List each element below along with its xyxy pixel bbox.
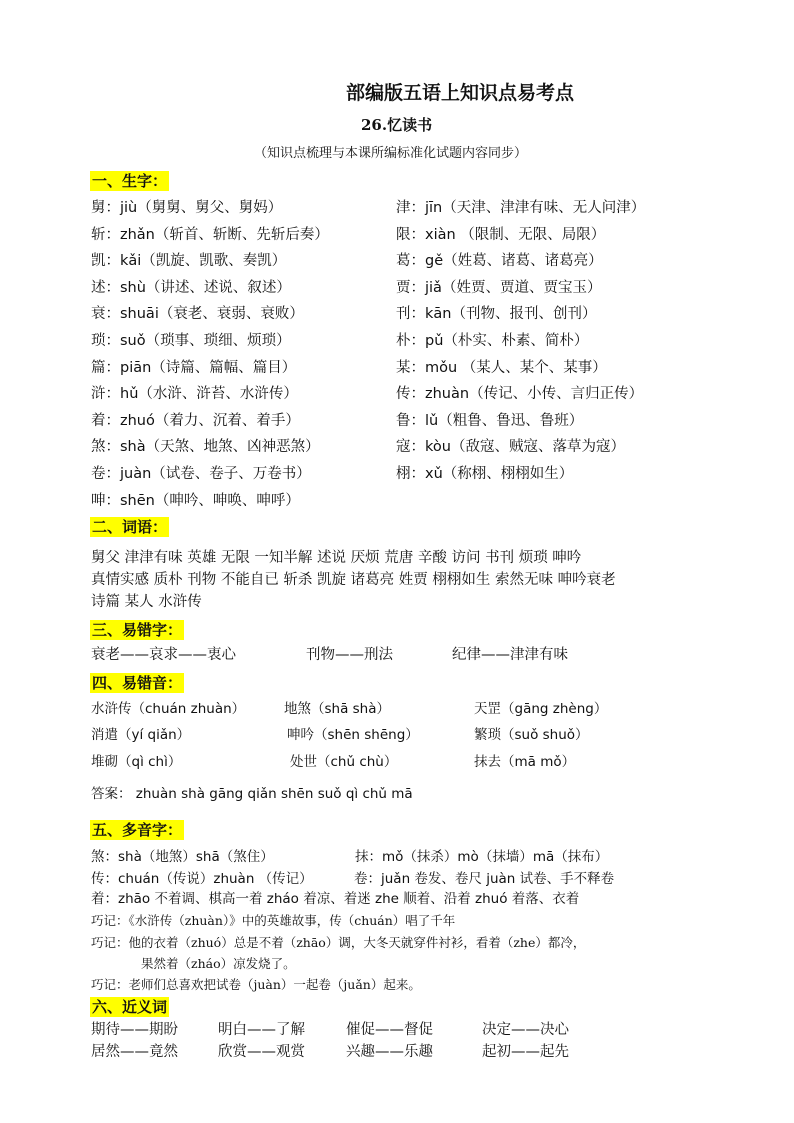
yicuoyin-item: 抹去（mā mǒ）: [474, 754, 576, 770]
mnemonic-tip: 巧记：《水浒传（zhuàn）》中的英雄故事，传（chuán）唱了千年: [91, 913, 456, 928]
shengzi-item: 葛：gě（姓葛、诸葛、诸葛亮）: [396, 253, 603, 270]
section-heading-shengzi: 一、生字：: [92, 172, 168, 190]
section-heading-yicuozi: 三、易错字：: [92, 621, 183, 639]
shengzi-item: 篇：piān（诗篇、篇幅、篇目）: [91, 359, 297, 376]
shengzi-item: 舅：jiù（舅舅、舅父、舅妈）: [91, 200, 283, 216]
ciyu-line: 诗篇 某人 水浒传: [91, 594, 202, 610]
page-note: （知识点梳理与本课所编标准化试题内容同步）: [254, 146, 528, 161]
shengzi-item: 着：zhuó（着力、沉着、着手）: [91, 412, 300, 429]
section-heading-ciyu: 二、词语：: [92, 518, 168, 536]
shengzi-item: 某：mǒu （某人、某个、某事）: [396, 359, 607, 376]
shengzi-item: 传：zhuàn（传记、小传、言归正传）: [396, 386, 644, 403]
yicuoyin-item: 处世（chǔ chù）: [290, 754, 398, 770]
shengzi-item: 呻：shēn（呻吟、呻唤、呻呼）: [91, 492, 300, 509]
shengzi-item: 栩：xǔ（称栩、栩栩如生）: [396, 465, 574, 482]
section-heading-duoyinzi: 五、多音字：: [92, 821, 183, 839]
mnemonic-tip: 巧记：老师们总喜欢把试卷（juàn）一起卷（juǎn）起来。: [91, 977, 421, 992]
shengzi-item: 鲁：lǔ（粗鲁、鲁迅、鲁班）: [396, 412, 584, 429]
jinyici-item: 居然——竟然: [91, 1044, 178, 1060]
jinyici-item: 欣赏——观赏: [218, 1044, 305, 1060]
ciyu-line: 舅父 津津有味 英雄 无限 一知半解 述说 厌烦 荒唐 辛酸 访问 书刊 烦琐 呻吟: [91, 550, 582, 566]
mnemonic-tip: 巧记：他的衣着（zhuó）总是不着（zhāo）调，大冬天就穿件衬衫，看着（zhe）都冷，: [91, 935, 586, 950]
duoyinzi-item: 卷：juǎn 卷发、卷尺 juàn 试卷、手不释卷: [354, 871, 615, 887]
yicuoyin-item: 繁琐（suǒ shuǒ）: [474, 727, 589, 743]
duoyinzi-item: 抹：mǒ（抹杀）mò（抹墙）mā（抹布）: [355, 849, 609, 865]
jinyici-item: 兴趣——乐趣: [346, 1044, 433, 1060]
jinyici-item: 决定——决心: [482, 1022, 569, 1038]
shengzi-item: 煞：shà（天煞、地煞、凶神恶煞）: [91, 439, 320, 456]
shengzi-item: 寇：kòu（敌寇、贼寇、落草为寇）: [396, 439, 625, 456]
shengzi-item: 刊：kān（刊物、报刊、创刊）: [396, 306, 597, 323]
duoyinzi-item: 煞：shà（地煞）shā（煞住）: [91, 849, 274, 865]
yicuozi-item: 刊物——刑法: [306, 647, 393, 663]
page-title: 部编版五语上知识点易考点: [346, 82, 575, 104]
yicuoyin-item: 水浒传（chuán zhuàn）: [91, 701, 246, 717]
shengzi-right-column: [396, 195, 645, 488]
shengzi-item: 朴：pǔ（朴实、朴素、简朴）: [396, 332, 589, 349]
duoyinzi-item: 着：zhāo 不着调、棋高一着 zháo 着凉、着迷 zhe 顺着、沿着 zhuó 着落、衣着: [91, 891, 580, 907]
yicuoyin-item: 堆砌（qì chì）: [91, 754, 182, 770]
jinyici-item: 催促——督促: [346, 1022, 433, 1038]
duoyinzi-item: 传：chuán（传说）zhuàn （传记）: [91, 871, 313, 887]
jinyici-item: 明白——了解: [218, 1022, 305, 1038]
shengzi-item: 浒：hǔ（水浒、浒苔、水浒传）: [91, 386, 298, 403]
shengzi-item: 斩：zhǎn（斩首、斩断、先斩后奏）: [91, 226, 329, 243]
yicuoyin-answer: 答案： zhuàn shà gāng qiǎn shēn suǒ qì chǔ mā: [91, 786, 413, 802]
ciyu-line: 真情实感 质朴 刊物 不能自已 斩杀 凯旋 诸葛亮 姓贾 栩栩如生 索然无味 呻吟衰老: [91, 572, 616, 588]
jinyici-item: 期待——期盼: [91, 1022, 178, 1038]
shengzi-item: 限：xiàn （限制、无限、局限）: [396, 226, 606, 243]
shengzi-item: 衰：shuāi（衰老、衰弱、衰败）: [91, 306, 304, 323]
yicuoyin-item: 呻吟（shēn shēng）: [287, 727, 419, 743]
lesson-title: 26.忆读书: [361, 116, 433, 134]
section-heading-jinyici: 六、近义词: [92, 998, 168, 1016]
yicuozi-item: 衰老——哀求——衷心: [91, 647, 236, 663]
yicuoyin-item: 消遣（yí qiǎn）: [91, 727, 191, 743]
shengzi-item: 琐：suǒ（琐事、琐细、烦琐）: [91, 332, 291, 349]
shengzi-item: 卷：juàn（试卷、卷子、万卷书）: [91, 465, 311, 482]
yicuoyin-item: 天罡（gāng zhèng）: [474, 701, 608, 717]
shengzi-left-column: [91, 195, 329, 514]
shengzi-item: 述：shù（讲述、述说、叙述）: [91, 279, 291, 296]
shengzi-item: 凯：kǎi（凯旋、凯歌、奏凯）: [91, 253, 287, 270]
mnemonic-tip-continued: 果然着（zháo）凉发烧了。: [141, 956, 296, 971]
yicuoyin-item: 地煞（shā shà）: [284, 701, 391, 717]
jinyici-item: 起初——起先: [482, 1044, 569, 1060]
yicuozi-item: 纪律——津津有味: [452, 647, 568, 663]
shengzi-item: 贾：jiǎ（姓贾、贾道、贾宝玉）: [396, 279, 602, 296]
shengzi-item: 津：jīn（天津、津津有味、无人问津）: [396, 200, 646, 216]
section-heading-yicuoyin: 四、易错音：: [92, 674, 183, 692]
